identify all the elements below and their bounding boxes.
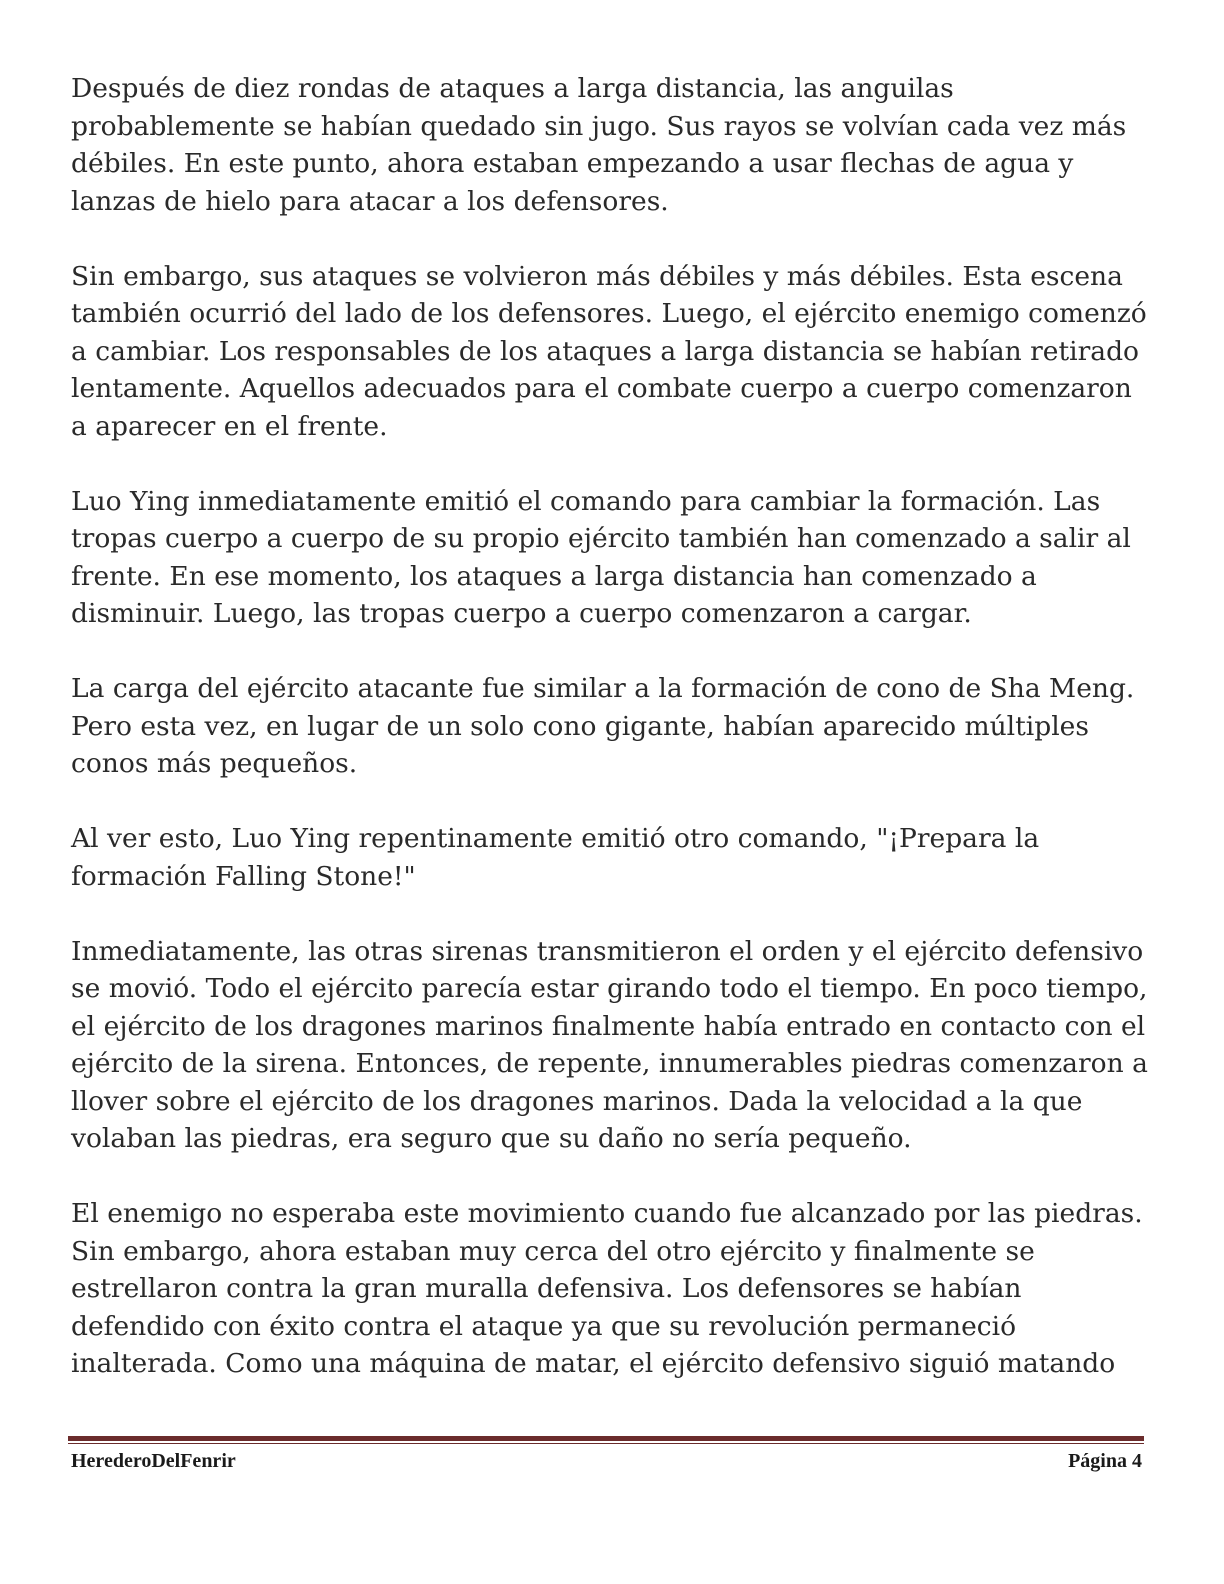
paragraph-6: Inmediatamente, las otras sirenas transmitieron el orden y el ejército defensivo se movió. Todo el ejército parecía estar girando todo el tiempo. En poco tiempo, el ejército de los dragones marinos finalmente había entrado en contacto con el ejército de la sirena. Entonces, de repente, innumerables piedras comenzaron a llover sobre el ejército de los dragones marinos. Dada la velocidad a la que volaban las piedras, era seguro que su daño no sería pequeño.	[71, 935, 1148, 1154]
paragraph-5: Al ver esto, Luo Ying repentinamente emitió otro comando, "¡Prepara la formación Falling Stone!"	[71, 823, 1040, 892]
footer-page-number: Página 4	[1068, 1450, 1142, 1472]
paragraph-2: Sin embargo, sus ataques se volvieron más débiles y más débiles. Esta escena también ocurrió del lado de los defensores. Luego, el ejército enemigo comenzó a cambiar. Los responsables de los ataques a larga distancia se habían retirado lentamente. Aquellos adecuados para el combate cuerpo a cuerpo comenzaron a aparecer en el frente.	[71, 260, 1147, 442]
paragraph-3: Luo Ying inmediatamente emitió el comando para cambiar la formación. Las tropas cuerpo a cuerpo de su propio ejército también han comenzado a salir al frente. En ese momento, los ataques a larga distancia han comenzado a disminuir. Luego, las tropas cuerpo a cuerpo comenzaron a cargar.	[71, 485, 1131, 629]
footer-author: HerederoDelFenrir	[71, 1450, 236, 1472]
paragraph-1: Después de diez rondas de ataques a larga distancia, las anguilas probablemente se habían quedado sin jugo. Sus rayos se volvían cada vez más débiles. En este punto, ahora estaban empezando a usar flechas de agua y lanzas de hielo para atacar a los defensores.	[71, 73, 1127, 217]
paragraph-7: El enemigo no esperaba este movimiento cuando fue alcanzado por las piedras. Sin embargo, ahora estaban muy cerca del otro ejército y finalmente se estrellaron contra la gran muralla defensiva. Los defensores se habían defendido con éxito contra el ataque ya que su revolución permaneció inalterada. Como una máquina de matar, el ejército defensivo siguió matando	[71, 1198, 1143, 1379]
paragraph-4: La carga del ejército atacante fue similar a la formación de cono de Sha Meng. Pero esta vez, en lugar de un solo cono gigante, habían aparecido múltiples conos más pequeños.	[71, 673, 1135, 779]
body-text	[71, 70, 1153, 1383]
footer-rule-thick	[68, 1436, 1144, 1441]
footer-rule-thin	[68, 1443, 1144, 1444]
